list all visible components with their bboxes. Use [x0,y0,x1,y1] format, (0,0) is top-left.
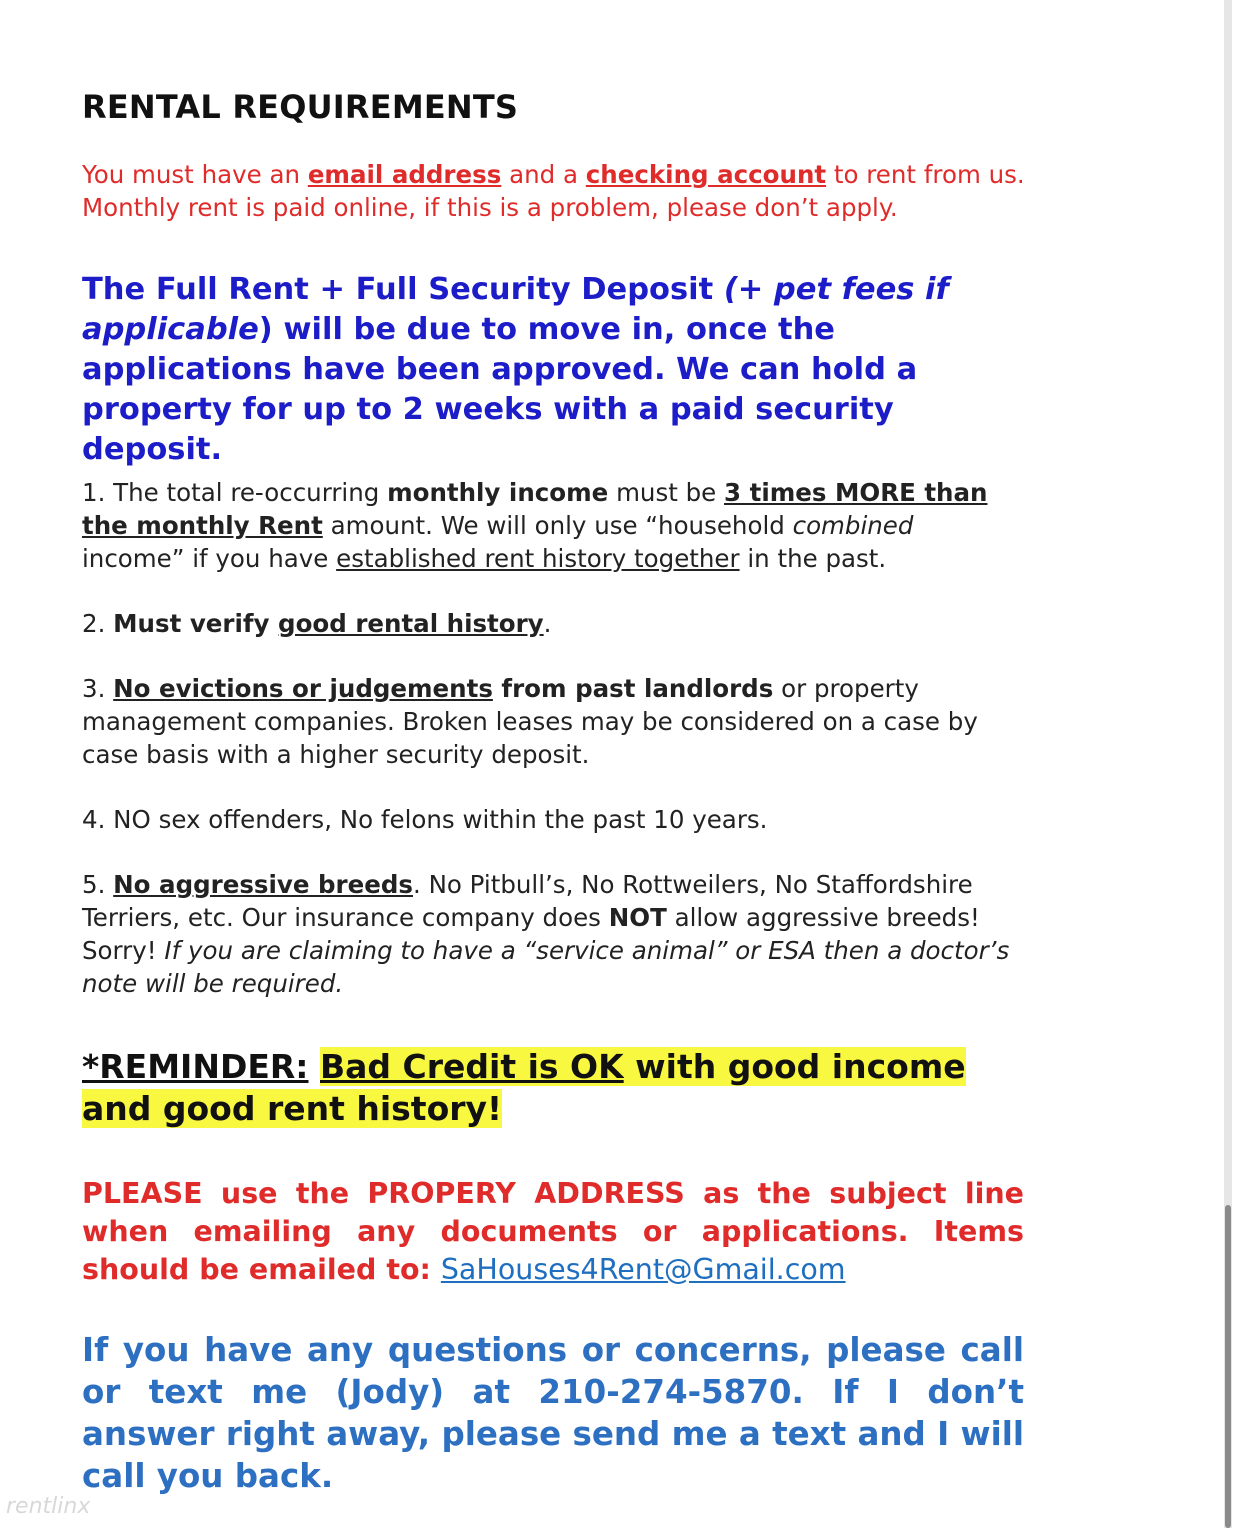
rentlinx-watermark: rentlinx [6,1494,91,1519]
req2-text-1: 2. [82,609,114,638]
requirement-rental-history [82,607,1012,640]
req2-bold-2: good rental history [278,609,544,638]
email-instructions-text: PLEASE use the PROPERY ADDRESS as the subject line when emailing any documents or applications. Items should be emailed to: [82,1177,1024,1286]
req3-bold-1: No evictions or judgements [113,674,493,703]
reminder-label: *REMINDER: [82,1047,309,1086]
page-title: RENTAL REQUIREMENTS [82,88,519,126]
contact-email-link[interactable]: SaHouses4Rent@Gmail.com [440,1253,846,1286]
req1-bold-1: monthly income [387,478,609,507]
intro-text-3: to rent from us. [826,160,1025,189]
req2-bold-1: Must verify [113,609,279,638]
req1-italic: combined [792,511,914,540]
req1-underline: established rent history together [336,544,740,573]
requirement-evictions [82,672,1012,771]
intro-notice [82,158,1032,224]
req3-text-1: 3. [82,674,114,703]
req1-text-5: in the past. [739,544,887,573]
req3-bold-2: from past landlords [492,674,774,703]
req5-text-1: 5. [82,870,114,899]
req5-italic: If you are claiming to have a “service animal” or ESA then a doctor’s note will be required. [82,936,1010,998]
req5-text-3: allow aggressive breeds! Sorry! [82,903,980,965]
intro-checking-emphasis: checking account [585,160,827,189]
reminder-highlight: with good income and good rent history! [82,1047,966,1128]
requirement-breeds [82,868,1012,1000]
reminder-notice [82,1046,982,1130]
intro-text-2: and a [501,160,586,189]
intro-text-1: You must have an [82,160,308,189]
requirement-income [82,476,1012,575]
req5-text-2: . No Pitbull’s, No Rottweilers, No Staffordshire Terriers, etc. Our insurance company does [82,870,973,932]
deposit-text-1: The Full Rent + Full Security Deposit [82,272,724,307]
reminder-highlight-underlined: Bad Credit is OK [320,1047,624,1086]
deposit-pet-fees: (+ pet fees if applicable [82,272,949,347]
requirement-offenders: 4. NO sex offenders, No felons within the past 10 years. [82,805,768,834]
req3-text-2: or property management companies. Broken leases may be considered on a case by case basis with a higher security deposit. [82,674,978,769]
intro-line-2: Monthly rent is paid online, if this is a problem, please don’t apply. [82,193,898,222]
req1-bold-2: 3 times MORE than the monthly Rent [82,478,988,540]
req1-text-4: income” if you have [82,544,337,573]
deposit-text-2: ) will be due to move in, once the applications have been approved. We can hold a property for up to 2 weeks with a paid security deposit. [82,312,918,467]
req1-text-3: amount. We will only use “household [322,511,793,540]
scrollbar-thumb[interactable] [1225,1205,1231,1528]
req2-text-2: . [543,609,552,638]
deposit-notice [82,270,1032,470]
req1-text-1: 1. The total re-occurring [82,478,388,507]
intro-email-emphasis: email address [307,160,502,189]
req5-bold-2: NOT [608,903,667,932]
req5-bold-1: No aggressive breeds [113,870,413,899]
req1-text-2: must be [608,478,725,507]
email-instructions [82,1175,1024,1289]
contact-notice: If you have any questions or concerns, please call or text me (Jody) at 210-274-5870. If I don’t answer right away, please send me a text and I will call you back. [82,1331,1024,1495]
